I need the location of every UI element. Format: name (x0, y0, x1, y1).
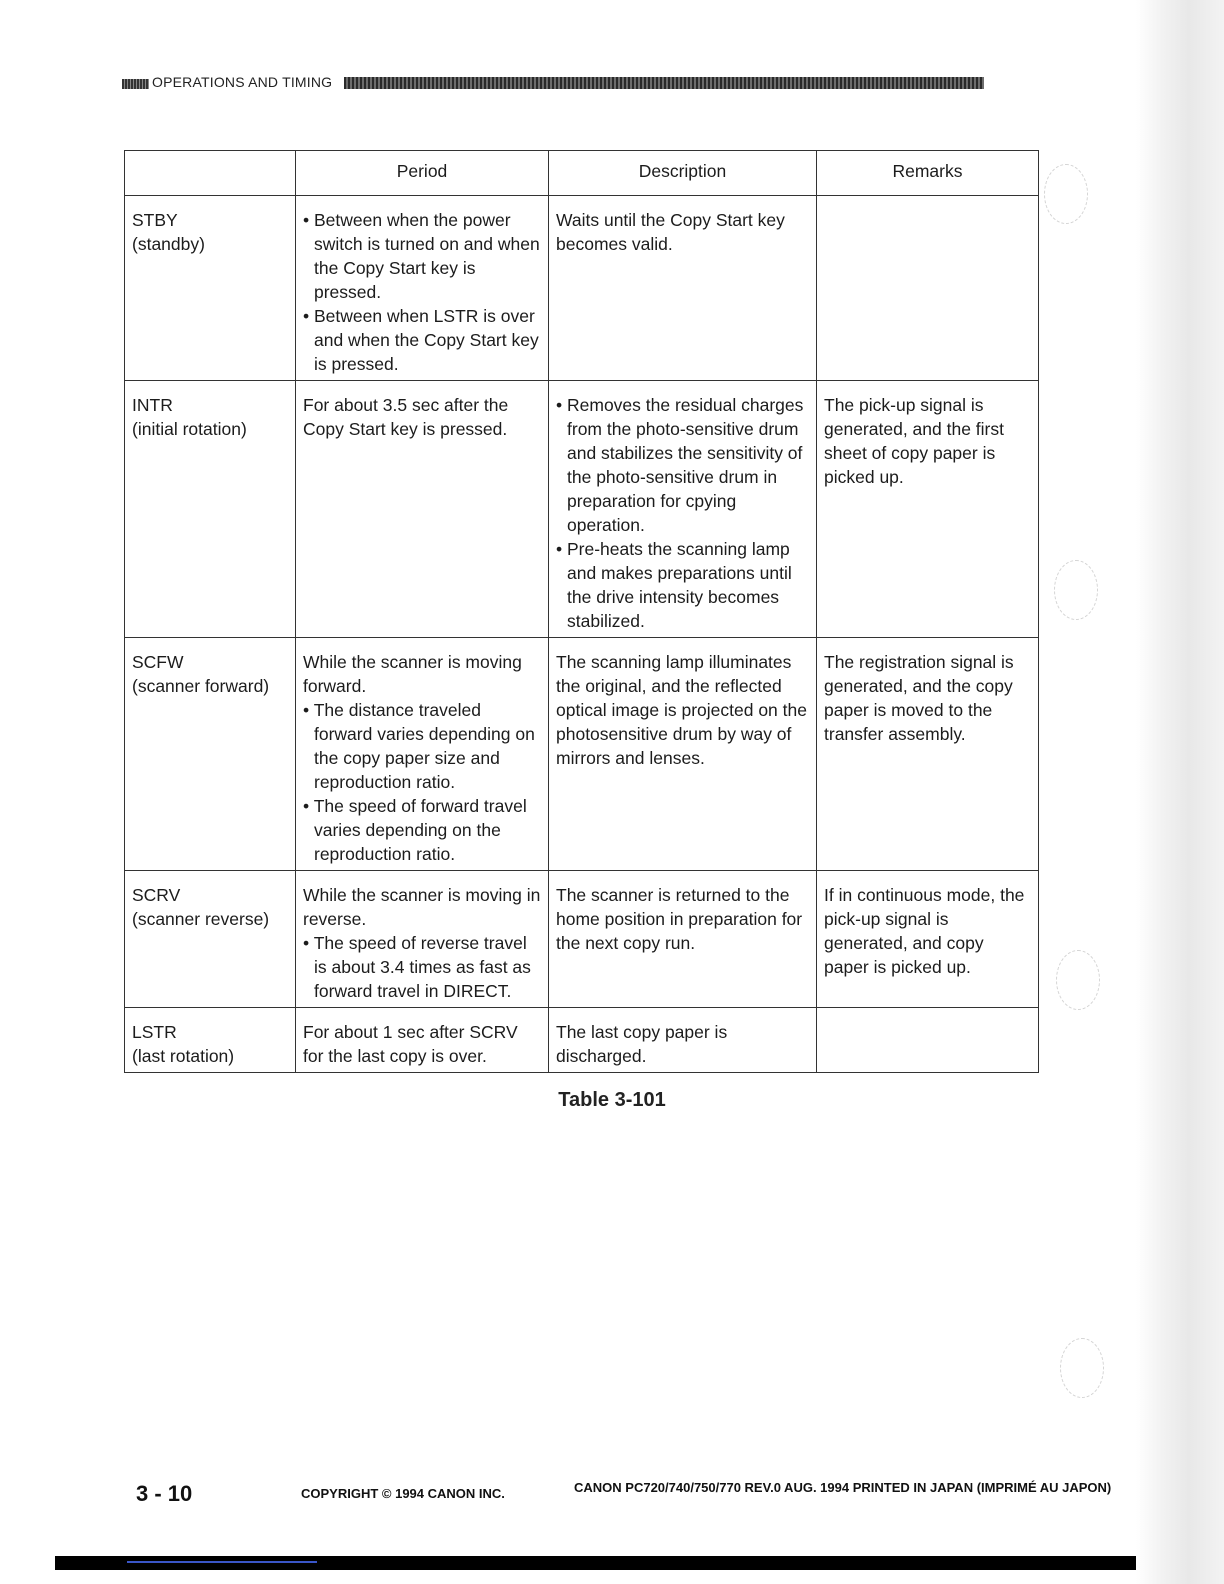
bullet-icon: • (303, 796, 314, 816)
remarks-cell: If in continuous mode, the pick-up signal is generated, and copy paper is picked up. (817, 871, 1039, 1008)
table-row (125, 638, 1039, 871)
row-meaning: (standby) (132, 234, 205, 254)
period-bullet (303, 304, 542, 376)
period-bullet-text: The speed of forward travel varies depending on the reproduction ratio. (313, 796, 527, 864)
description-text: The scanner is returned to the home position in preparation for the next copy run. (556, 885, 803, 953)
row-code: SCFW (132, 652, 184, 672)
period-cell (296, 196, 549, 381)
column-header-period: Period (296, 151, 549, 196)
table-row (125, 871, 1039, 1008)
bullet-icon: • (556, 395, 567, 415)
period-cell (296, 1008, 549, 1073)
remarks-cell: The pick-up signal is generated, and the first sheet of copy paper is picked up. (817, 381, 1039, 638)
column-header-description: Description (549, 151, 817, 196)
timing-table (124, 150, 1039, 1073)
column-header-name (125, 151, 296, 196)
period-cell (296, 381, 549, 638)
description-text: The last copy paper is discharged. (556, 1022, 728, 1066)
row-name-cell (125, 1008, 296, 1073)
bullet-icon: • (303, 210, 314, 230)
period-bullet (303, 208, 542, 304)
row-code: INTR (132, 395, 173, 415)
row-code: STBY (132, 210, 178, 230)
row-meaning: (initial rotation) (132, 419, 247, 439)
period-text: While the scanner is moving in reverse. (303, 885, 541, 929)
print-info: CANON PC720/740/750/770 REV.0 AUG. 1994 PRINTED IN JAPAN (IMPRIMÉ AU JAPON) (574, 1480, 1112, 1495)
scan-edge (1136, 0, 1224, 1584)
remarks-cell (817, 196, 1039, 381)
period-text: While the scanner is moving forward. (303, 652, 522, 696)
bullet-icon: • (556, 539, 567, 559)
punch-hole-mark (1054, 560, 1098, 620)
punch-hole-mark (1044, 164, 1088, 224)
period-bullet (303, 698, 542, 794)
bottom-bar-accent (127, 1561, 317, 1563)
period-cell (296, 871, 549, 1008)
period-bullet-text: The speed of reverse travel is about 3.4 times as fast as forward travel in DIRECT. (313, 933, 531, 1001)
description-text: Waits until the Copy Start key becomes valid. (556, 210, 785, 254)
table-header-row (125, 151, 1039, 196)
header-title: OPERATIONS AND TIMING (152, 74, 333, 90)
period-bullet-text: Between when LSTR is over and when the Copy Start key is pressed. (314, 306, 539, 374)
bottom-scan-bar (55, 1556, 1155, 1570)
description-cell (549, 1008, 817, 1073)
bullet-icon: • (303, 933, 314, 953)
punch-hole-mark (1056, 950, 1100, 1010)
row-code: SCRV (132, 885, 181, 905)
row-meaning: (scanner reverse) (132, 909, 270, 929)
description-bullet (556, 537, 810, 633)
description-bullet (556, 393, 810, 537)
description-cell (549, 638, 817, 871)
bullet-icon: • (303, 306, 314, 326)
bullet-icon: • (303, 700, 314, 720)
table-row (125, 1008, 1039, 1073)
description-text: The scanning lamp illuminates the original, and the reflected optical image is projected on the photosensitive drum by way of mirrors and lenses. (556, 652, 807, 768)
description-bullet-text: Removes the residual charges from the photo-sensitive drum and stabilizes the sensitivity of the photo-sensitive drum in preparation for cpying operation. (567, 395, 804, 535)
row-meaning: (scanner forward) (132, 676, 270, 696)
page-number: 3 - 10 (136, 1481, 193, 1506)
period-bullet (303, 794, 542, 866)
header-square-mark (122, 79, 149, 89)
period-bullet-text: Between when the power switch is turned on and when the Copy Start key is pressed. (314, 210, 540, 302)
remarks-cell: The registration signal is generated, and the copy paper is moved to the transfer assembly. (817, 638, 1039, 871)
row-code: LSTR (132, 1022, 177, 1042)
description-bullet-text: Pre-heats the scanning lamp and makes preparations until the drive intensity becomes stabilized. (567, 539, 792, 631)
period-bullet-text: The distance traveled forward varies depending on the copy paper size and reproduction ratio. (313, 700, 535, 792)
table-row (125, 381, 1039, 638)
row-meaning: (last rotation) (132, 1046, 235, 1066)
period-bullet (303, 931, 542, 1003)
table-body (125, 196, 1039, 1073)
remarks-cell (817, 1008, 1039, 1073)
page-header (122, 72, 984, 92)
row-name-cell (125, 871, 296, 1008)
period-text: For about 1 sec after SCRV for the last copy is over. (303, 1022, 518, 1066)
header-rule (344, 77, 984, 89)
copyright-notice: COPYRIGHT © 1994 CANON INC. (301, 1486, 505, 1501)
period-cell (296, 638, 549, 871)
period-text: For about 3.5 sec after the Copy Start key is pressed. (303, 395, 509, 439)
column-header-remarks: Remarks (817, 151, 1039, 196)
punch-hole-mark (1060, 1338, 1104, 1398)
row-name-cell (125, 638, 296, 871)
table-caption: Table 3-101 (558, 1089, 666, 1111)
description-cell (549, 381, 817, 638)
description-cell (549, 196, 817, 381)
description-cell (549, 871, 817, 1008)
table-row (125, 196, 1039, 381)
row-name-cell (125, 196, 296, 381)
row-name-cell (125, 381, 296, 638)
